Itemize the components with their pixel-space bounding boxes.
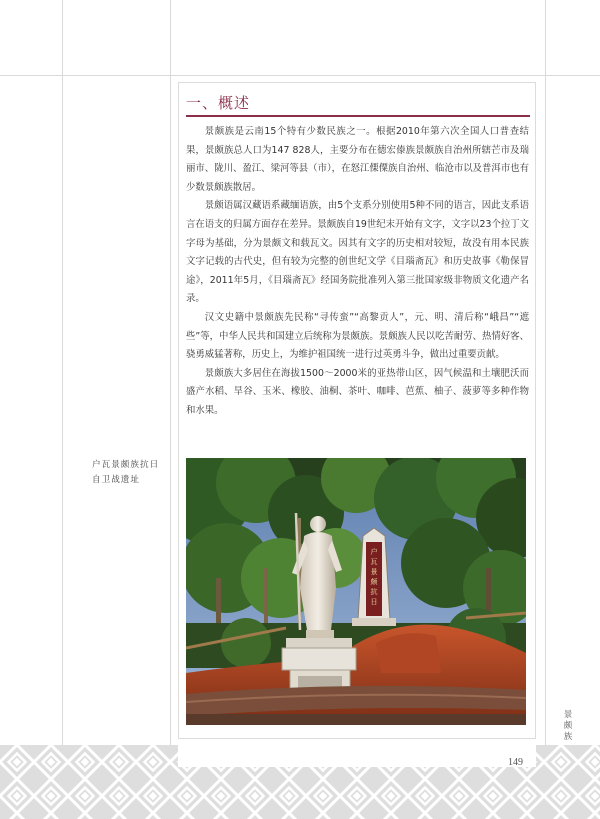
monument-photo (186, 458, 526, 725)
body-text (186, 123, 529, 421)
photo-caption-line-2: 自卫战遗址 (92, 475, 140, 485)
svg-text:瓦: 瓦 (370, 558, 378, 566)
right-margin-line (545, 0, 546, 819)
monument-photo-illustration (186, 458, 526, 725)
left-margin-line (62, 0, 63, 819)
svg-text:日: 日 (370, 598, 378, 606)
section-title-underline (186, 115, 530, 117)
paragraph-3: 汉文史籍中景颇族先民称“寻传蛮”“高黎贡人”，元、明、清后称“峨昌”“遮些”等，中华人民共和国建立后统称为景颇族。景颇族人民以吃苦耐劳、热情好客、骁勇威猛著称，历史上，为维护祖国统一进行过英勇斗争，做出过重要贡献。 (186, 311, 529, 361)
paragraph-1: 景颇族是云南15个特有少数民族之一。根据2010年第六次全国人口普查结果，景颇族总人口为147 828人，主要分布在德宏傣族景颇族自治州所辖芒市及瑞丽市、陇川、盈江、梁河等县（市），在怒江傈僳族自治州、临沧市以及普洱市也有少数景颇族散居。 (186, 126, 529, 193)
svg-text:景: 景 (370, 568, 378, 576)
svg-text:颇: 颇 (370, 578, 378, 586)
chapter-side-tab: 景 颇 族 (563, 710, 573, 742)
top-divider (0, 75, 600, 76)
paragraph-4: 景颇族大多居住在海拔1500～2000米的亚热带山区，因气候温和土壤肥沃而盛产水稻、旱谷、玉米、橡胶、油桐、茶叶、咖啡、芭蕉、柚子、菠萝等多种作物和水果。 (186, 367, 529, 416)
photo-caption-line-1: 户瓦景颇族抗日 (92, 460, 160, 470)
paragraph-2: 景颇语属汉藏语系藏缅语族，由5个支系分别使用5种不同的语言，因此支系语言在语支的归属方面存在差异。景颇族自19世纪末开始有文字，文字以23个拉丁文字母为基础，分为景颇文和载瓦文。因其有文字的历史相对较短，故没有用本民族文字记载的古代史，但有较为完整的创世纪文学《目瑙斋瓦》和历史故事《勒保冒途》，2011年5月，《目瑙斋瓦》经国务院批准列入第三批国家级非物质文化遗产名录。 (186, 200, 529, 305)
monument-inscription-text: 户 (370, 548, 378, 556)
gutter-line (170, 0, 171, 819)
section-title: 一、概述 (186, 94, 251, 112)
svg-text:抗: 抗 (370, 588, 378, 596)
photo-caption (92, 458, 172, 488)
page-number: 149 (508, 757, 523, 768)
